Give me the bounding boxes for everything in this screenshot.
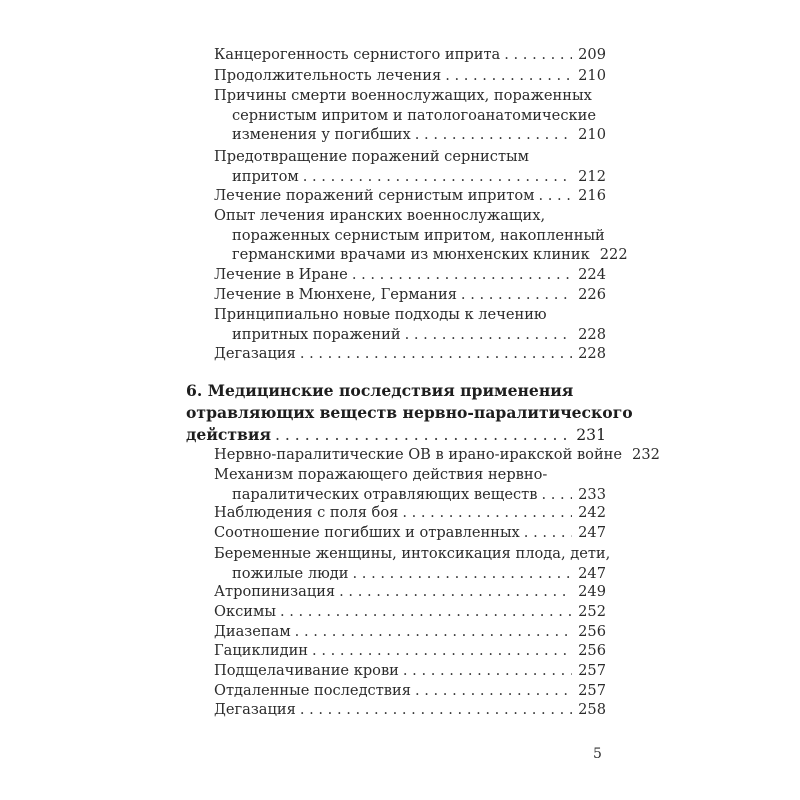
toc-page-number: 224	[578, 266, 606, 283]
toc-entry-title: Дегазация	[214, 345, 296, 362]
dot-leader	[295, 622, 572, 642]
dot-leader	[405, 325, 573, 345]
toc-entry-row	[214, 45, 606, 65]
toc-entry-row	[214, 245, 628, 265]
dot-leader	[280, 602, 572, 622]
toc-entry[interactable]	[214, 641, 606, 661]
toc-entry-row	[214, 167, 606, 187]
toc-entry-row	[214, 265, 606, 285]
toc-entry[interactable]	[214, 523, 606, 543]
toc-entry[interactable]	[214, 45, 606, 65]
toc-entry[interactable]	[214, 661, 606, 681]
toc-entry-row	[214, 125, 606, 145]
toc-entry[interactable]	[214, 206, 628, 265]
dot-leader	[402, 503, 572, 523]
toc-entry-title-continued: пораженных сернистым ипритом, накопленный	[232, 226, 605, 244]
toc-entry[interactable]	[214, 465, 606, 504]
toc-entry[interactable]	[214, 305, 606, 344]
toc-page-number: 256	[578, 642, 606, 659]
toc-entry-title-continued: пожилые люди	[232, 564, 349, 582]
page-number: 5	[593, 746, 602, 762]
toc-entry-title: Лечение в Мюнхене, Германия	[214, 286, 457, 303]
toc-entry-title-continued: изменения у погибших	[232, 126, 411, 144]
toc-page-number: 257	[578, 682, 606, 699]
toc-entry[interactable]	[214, 86, 606, 145]
toc-entry-title: Подщелачивание крови	[214, 662, 399, 679]
toc-page-number: 232	[632, 446, 660, 463]
toc-entry[interactable]	[214, 544, 611, 583]
toc-page-number: 249	[578, 583, 606, 600]
dot-leader	[415, 125, 572, 145]
toc-entry-title: Соотношение погибших и отравленных	[214, 524, 520, 541]
toc-entry-title: Лечение в Иране	[214, 266, 348, 283]
toc-entry[interactable]	[214, 602, 606, 622]
dot-leader	[538, 186, 572, 206]
toc-entry-title: Опыт лечения иранских военнослужащих,	[214, 207, 546, 224]
toc-entry-title: Оксимы	[214, 603, 276, 620]
toc-entry-title: Наблюдения с поля боя	[214, 504, 399, 521]
toc-entry-row	[214, 325, 606, 345]
toc-page-number: 247	[578, 524, 606, 541]
toc-page-number: 228	[578, 325, 606, 343]
toc-entry-title: Предотвращение поражений сернистым	[214, 148, 529, 165]
toc-page-number: 222	[599, 246, 628, 264]
toc-entry-title-continued: паралитических отравляющих веществ	[232, 485, 538, 503]
toc-entry-row	[214, 445, 660, 465]
toc-entry-title: Продолжительность лечения	[214, 67, 442, 84]
toc-page-number: 233	[578, 485, 606, 503]
toc-page-number: 258	[578, 701, 606, 718]
toc-entry-row	[214, 582, 606, 602]
dot-leader	[275, 424, 570, 446]
toc-entry-row	[214, 485, 606, 505]
toc-entry[interactable]	[214, 681, 606, 701]
toc-entry-title: Лечение поражений сернистым ипритом	[214, 187, 535, 204]
dot-leader	[524, 523, 572, 543]
toc-page-number: 247	[578, 564, 606, 582]
chapter-title-continued: действия	[186, 425, 271, 444]
toc-entry-row	[214, 700, 606, 720]
toc-entry-title: Причины смерти военнослужащих, пораженных	[214, 87, 592, 104]
dot-leader	[445, 66, 572, 86]
toc-page-number: 209	[578, 46, 606, 63]
toc-entry-title: Отдаленные последствия	[214, 682, 411, 699]
toc-entry-title-continued: сернистым ипритом и патологоанатомические	[232, 106, 596, 124]
toc-entry-row	[214, 622, 606, 642]
dot-leader	[300, 344, 572, 364]
toc-entry-title-continued: германскими врачами из мюнхенских клиник	[232, 246, 590, 264]
toc-entry[interactable]	[214, 265, 606, 285]
chapter-title-row	[186, 424, 606, 446]
toc-entry-title: Механизм поражающего действия нервно-	[214, 466, 548, 483]
chapter-title: 6. Медицинские последствия применения	[186, 381, 574, 400]
toc-entry[interactable]	[214, 66, 606, 86]
dot-leader	[403, 661, 572, 681]
dot-leader	[415, 681, 572, 701]
toc-page-number: 228	[578, 345, 606, 362]
toc-entry[interactable]	[214, 622, 606, 642]
toc-entry[interactable]	[214, 186, 606, 206]
dot-leader	[312, 641, 572, 661]
toc-page-number: 256	[578, 623, 606, 640]
toc-entry-title: Принципиально новые подходы к лечению	[214, 306, 547, 323]
toc-entry-row	[214, 681, 606, 701]
toc-entry-row	[214, 285, 606, 305]
toc-entry-row	[214, 503, 606, 523]
toc-page-number: 210	[578, 67, 606, 84]
dot-leader	[339, 582, 572, 602]
toc-entry-title-continued: ипритом	[232, 167, 299, 185]
dot-leader	[300, 700, 572, 720]
dot-leader	[504, 45, 572, 65]
chapter-title-continued: отравляющих веществ нервно-паралитического	[186, 403, 633, 422]
toc-entry[interactable]	[214, 285, 606, 305]
dot-leader	[541, 485, 572, 505]
toc-page-number: 216	[578, 187, 606, 204]
chapter-page-number: 231	[576, 426, 606, 444]
toc-entry-row	[214, 344, 606, 364]
toc-entry-title: Атропинизация	[214, 583, 336, 600]
toc-entry-title-continued: ипритных поражений	[232, 325, 401, 343]
toc-entry-title: Гациклидин	[214, 642, 309, 659]
toc-entry-row	[214, 186, 606, 206]
toc-page-number: 242	[578, 504, 606, 521]
toc-entry-title: Нервно-паралитические ОВ в ирано-иракской войне	[214, 446, 623, 463]
toc-entry[interactable]	[214, 503, 606, 523]
toc-entry-row	[214, 641, 606, 661]
toc-page-number: 210	[578, 126, 606, 144]
toc-entry-row	[214, 564, 606, 584]
chapter-heading[interactable]	[186, 380, 633, 446]
toc-entry[interactable]	[214, 700, 606, 720]
toc-entry-title: Канцерогенность сернистого иприта	[214, 46, 501, 63]
toc-entry[interactable]	[214, 344, 606, 364]
toc-entry-row	[214, 602, 606, 622]
toc-entry-title: Дегазация	[214, 701, 296, 718]
toc-entry-title: Диазепам	[214, 623, 291, 640]
dot-leader	[353, 564, 573, 584]
toc-entry[interactable]	[214, 445, 660, 465]
toc-page-number: 252	[578, 603, 606, 620]
toc-entry-row	[214, 661, 606, 681]
toc-page-number: 226	[578, 286, 606, 303]
toc-entry[interactable]	[214, 582, 606, 602]
toc-page-number: 257	[578, 662, 606, 679]
toc-entry-row	[214, 66, 606, 86]
toc-entry-row	[214, 523, 606, 543]
dot-leader	[352, 265, 572, 285]
dot-leader	[303, 167, 572, 187]
toc-page-number: 212	[578, 167, 606, 185]
dot-leader	[461, 285, 572, 305]
toc-entry[interactable]	[214, 147, 606, 186]
toc-entry-title: Беременные женщины, интоксикация плода, дети,	[214, 545, 611, 562]
